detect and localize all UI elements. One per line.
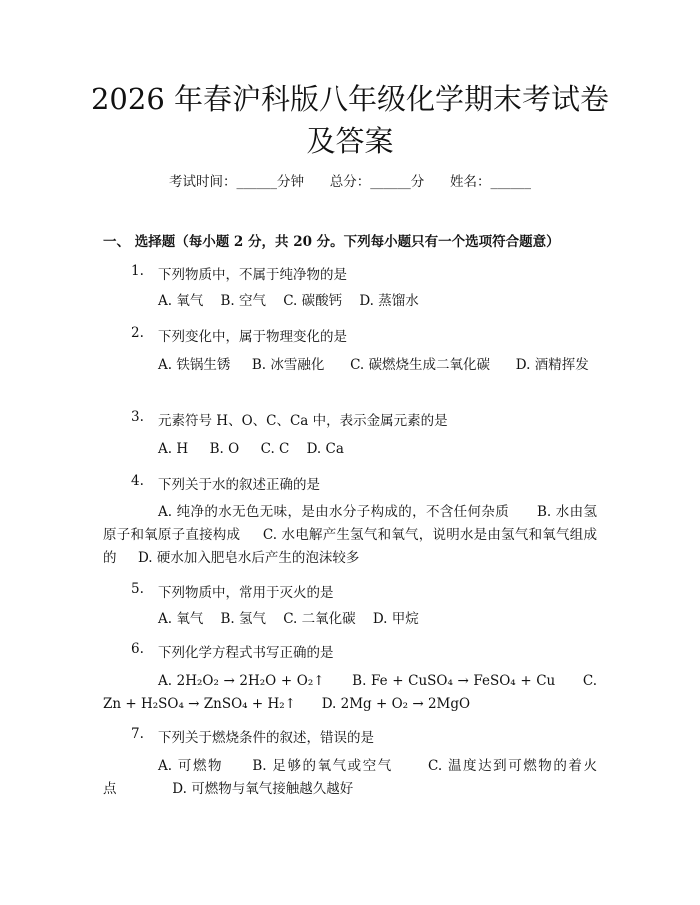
section-heading: 一、 选择题（每小题 2 分，共 20 分。下列每小题只有一个选项符合题意） <box>103 234 560 250</box>
option: C. 碳酸钙 <box>283 293 343 309</box>
question-number: 6. <box>131 641 144 657</box>
question-3-options <box>103 438 597 461</box>
option: A. H <box>158 441 189 457</box>
option: A. 氧气 <box>158 293 204 309</box>
question-number: 7. <box>131 726 144 742</box>
option: C. 水电解产生氢气和氧气，说明水是由氢气和氧气组成的 <box>103 527 597 566</box>
option: B. Fe + CuSO₄ → FeSO₄ + Cu <box>352 673 556 689</box>
option: B. 水由氢原子和氧原子直接构成 <box>103 504 597 543</box>
question-text: 下列关于燃烧条件的叙述，错误的是 <box>158 730 374 746</box>
option: C. 温度达到可燃物的着火点 <box>103 758 597 797</box>
question-7-options <box>103 755 597 801</box>
option: C. 碳燃烧生成二氧化碳 <box>350 357 491 373</box>
exam-info-line: 考试时间：______分钟 总分：______分 姓名：______ <box>169 174 531 190</box>
option: B. 冰雪融化 <box>251 357 325 373</box>
question-number: 4. <box>131 473 144 489</box>
question-text: 下列物质中，不属于纯净物的是 <box>158 267 347 283</box>
option: D. 蒸馏水 <box>359 293 419 309</box>
question-number: 1. <box>131 263 144 279</box>
option: A. 2H₂O₂ → 2H₂O + O₂↑ <box>158 673 325 689</box>
option: D. 硬水加入肥皂水后产生的泡沫较多 <box>137 550 360 566</box>
question-text: 下列关于水的叙述正确的是 <box>158 477 320 493</box>
option: A. 纯净的水无色无味，是由水分子构成的，不含任何杂质 <box>158 504 510 520</box>
option: D. 甲烷 <box>372 611 419 627</box>
question-number: 3. <box>131 409 144 425</box>
question-1-options <box>103 290 597 313</box>
option: B. 足够的氧气或空气 <box>252 758 393 774</box>
page-title: 2026 年春沪科版八年级化学期末考试卷及答案 <box>90 82 610 158</box>
question-text: 下列变化中，属于物理变化的是 <box>158 329 347 345</box>
question-number: 5. <box>131 581 144 597</box>
question-number: 2. <box>131 325 144 341</box>
option: D. 酒精挥发 <box>515 357 589 373</box>
question-6-options <box>103 670 597 716</box>
option: C. C <box>260 441 290 457</box>
question-4-options <box>103 501 597 570</box>
question-5-options <box>103 608 597 631</box>
question-text: 下列化学方程式书写正确的是 <box>158 645 334 661</box>
question-text: 下列物质中，常用于灭火的是 <box>158 585 334 601</box>
option: D. Ca <box>306 441 344 457</box>
question-2-options <box>103 354 597 377</box>
option: D. 可燃物与氧气接触越久越好 <box>172 781 354 797</box>
option: A. 氧气 <box>158 611 204 627</box>
option: C. Zn + H₂SO₄ → ZnSO₄ + H₂↑ <box>103 673 598 712</box>
option: B. 氢气 <box>220 611 267 627</box>
option: B. 空气 <box>220 293 267 309</box>
option: D. 2Mg + O₂ → 2MgO <box>321 696 471 712</box>
option: A. 可燃物 <box>158 758 224 774</box>
option: A. 铁锅生锈 <box>158 357 231 373</box>
question-text: 元素符号 H、O、C、Ca 中，表示金属元素的是 <box>158 413 448 429</box>
option: B. O <box>209 441 240 457</box>
option: C. 二氧化碳 <box>283 611 356 627</box>
